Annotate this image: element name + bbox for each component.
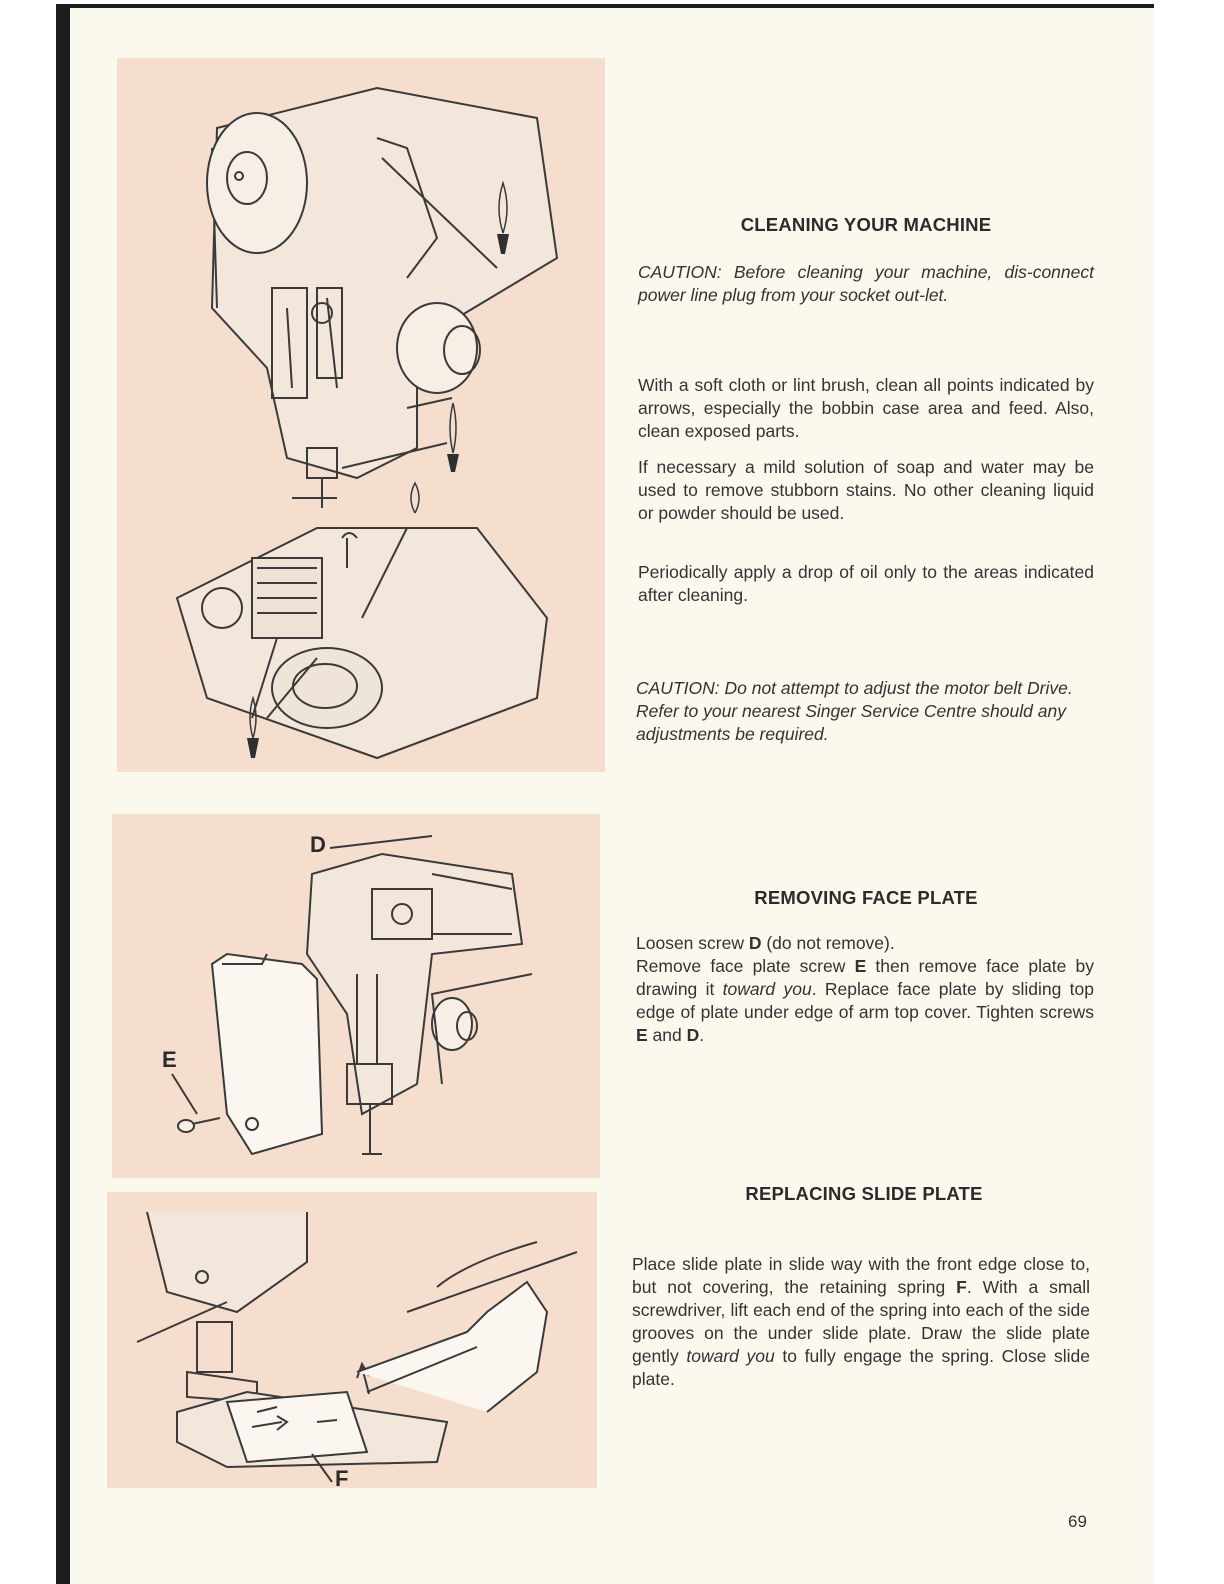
text-span: Loosen screw [636, 933, 749, 953]
page-number: 69 [1068, 1512, 1087, 1531]
screw-e-ref: E [636, 1025, 648, 1045]
text-span: and [647, 1025, 687, 1045]
face-plate-heading: REMOVING FACE PLATE [754, 887, 978, 908]
text-span: (do not remove). [761, 933, 895, 953]
slide-plate-drawing [107, 1192, 597, 1488]
emphasis: toward you [722, 979, 812, 999]
cleaning-paragraph-soap: If necessary a mild solution of soap and water may be used to remove stubborn stains. No other cleaning liquid or powder should be used. [638, 457, 1094, 523]
label-e: E [162, 1047, 177, 1072]
slide-plate-illustration [107, 1192, 597, 1488]
text-span: then remove face plate by drawing it [636, 956, 1095, 999]
scan-margin [0, 0, 56, 1584]
cleaning-paragraph-brush: With a soft cloth or lint brush, clean all points indicated by arrows, especially the bobbin case area and feed. Also, clean exposed parts. [638, 375, 1094, 441]
face-plate-drawing [112, 814, 600, 1178]
label-f: F [335, 1466, 349, 1488]
face-plate-illustration [112, 814, 600, 1178]
screw-e-ref: E [854, 956, 867, 976]
cleaning-caution-belt: CAUTION: Do not attempt to adjust the motor belt Drive. Refer to your nearest Singer Service Centre should any adjustments be required. [636, 678, 1073, 744]
emphasis: toward you [686, 1346, 775, 1366]
cleaning-heading: CLEANING YOUR MACHINE [740, 214, 992, 235]
screw-d-ref: D [748, 933, 762, 953]
cleaning-drawing [117, 58, 605, 772]
face-plate-instructions [636, 932, 1094, 1047]
text-span: Place slide plate in slide way with the front edge close to, but not covering, the retaining spring [632, 1254, 1090, 1297]
screw-d-ref: D [686, 1025, 700, 1045]
text-span: to fully engage the spring. Close slide plate. [632, 1346, 1091, 1389]
cleaning-paragraph-oil: Periodically apply a drop of oil only to the areas indicated after cleaning. [638, 562, 1094, 605]
slide-plate-instructions [632, 1253, 1090, 1391]
text-span: Remove face plate screw [636, 956, 855, 976]
text-span: . [699, 1025, 705, 1045]
spring-f-ref: F [956, 1277, 967, 1297]
cleaning-caution-power: CAUTION: Before cleaning your machine, dis-connect power line plug from your socket out-let. [638, 262, 1094, 305]
text-span: . Replace face plate by sliding top edge of plate under edge of arm top cover. Tighten screws [636, 979, 1094, 1022]
text-span: . With a small screwdriver, lift each end of the spring into each of the side grooves on the under slide plate. Draw the slide plate gently [632, 1277, 1090, 1366]
cleaning-illustration [117, 58, 605, 772]
slide-plate-heading: REPLACING SLIDE PLATE [745, 1183, 983, 1204]
label-d: D [310, 832, 326, 857]
